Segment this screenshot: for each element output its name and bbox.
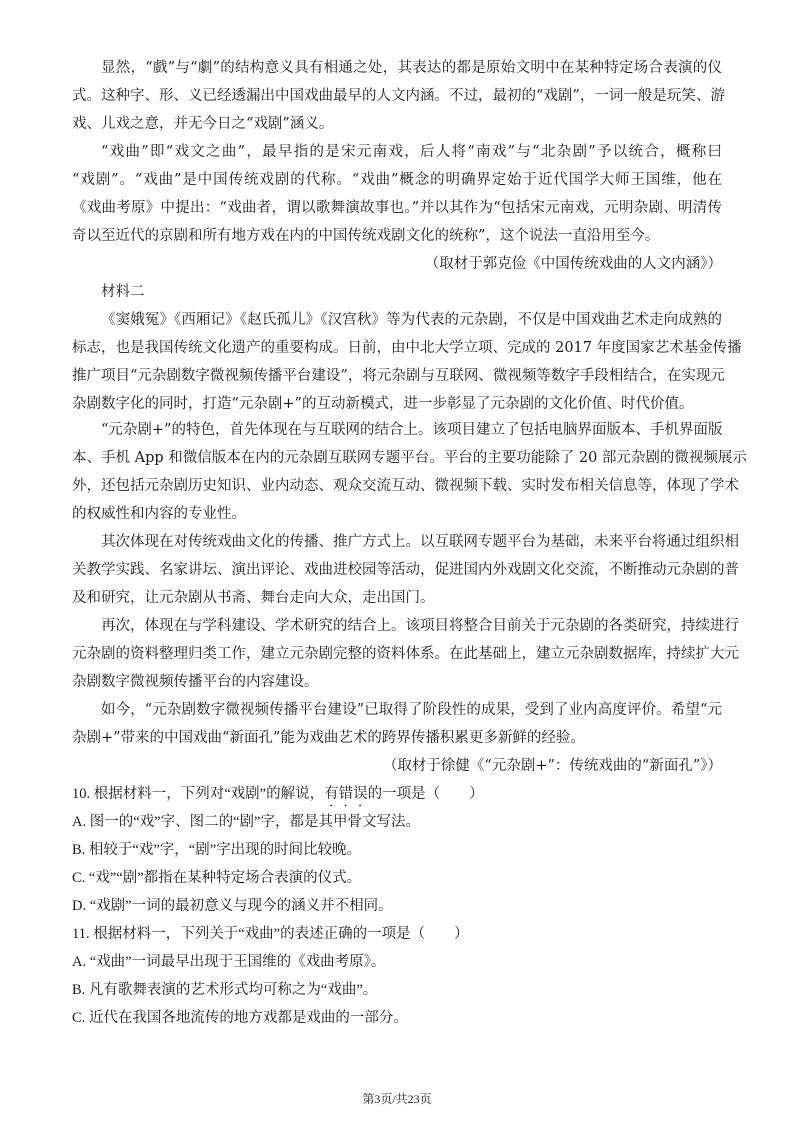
option-a: A. 图一的“戏”字、图二的“剧”字，都是其甲骨文写法。	[72, 814, 420, 830]
source-citation: （取材于郭克俭《中国传统戏曲的人文内涵》）	[424, 256, 722, 272]
paragraph-line: “元杂剧+”的特色，首先体现在与互联网的结合上。该项目建立了包括电脑界面版本、手机界面版	[101, 422, 723, 438]
option-a: A. “戏曲”一词最早出现于王国维的《戏曲考原》。	[72, 954, 386, 970]
source-citation: （取材于徐健《“元杂剧+”：传统戏曲的“新面孔”》）	[382, 758, 722, 774]
paragraph-line: 及和研究，让元杂剧从书斋、舞台走向大众，走出国门。	[72, 590, 435, 606]
paragraph-line: 再次，体现在与学科建设、学术研究的结合上。该项目将整合目前关于元杂剧的各类研究，持续进行	[101, 618, 739, 634]
paragraph-line: 显然，“戲”与“劇”的结构意义具有相通之处，其表达的都是原始文明中在某种特定场合表演的仪	[101, 60, 722, 76]
paragraph-line: 杂剧+”带来的中国戏曲“新面孔”能为戏曲艺术的跨界传播积累更多新鲜的经验。	[72, 730, 585, 746]
question-11-stem: 11. 根据材料一，下列关于“戏曲”的表述正确的一项是（ ）	[72, 926, 469, 942]
option-b: B. 凡有歌舞表演的艺术形式均可称之为“戏曲”。	[72, 982, 378, 998]
paragraph-line: 元杂剧的资料整理归类工作，建立元杂剧完整的资料体系。在此基础上，建立元杂剧数据库，持续扩大元	[72, 646, 739, 662]
paragraph-line: “戏曲”即“戏文之曲”，最早指的是宋元南戏，后人将“南戏”与“北杂剧”予以统合，概称曰	[101, 144, 722, 160]
paragraph-line: 奇以至近代的京剧和所有地方戏在内的中国传统戏剧文化的统称”，这个说法一直沿用至今。	[72, 228, 660, 244]
paragraph-line: 戏、儿戏之意，并无今日之“戏剧”涵义。	[72, 116, 334, 132]
paragraph-line: 外，还包括元杂剧历史知识、业内动态、观众交流互动、微视频下载、实时发布相关信息等，体现了学术	[72, 478, 739, 494]
paragraph-line: “戏剧”。“戏曲”是中国传统戏剧的代称。“戏曲”概念的明确界定始于近代国学大师王国维，他在	[72, 172, 722, 188]
option-d: D. “戏剧”一词的最初意义与现今的涵义并不相同。	[72, 898, 393, 914]
paragraph-line: 推广项目“元杂剧数字微视频传播平台建设”，将元杂剧与互联网、微视频等数字手段相结合，在实现元	[72, 368, 725, 384]
section-heading: 材料二	[101, 284, 145, 300]
paragraph-line: 标志，也是我国传统文化遗产的重要构成。日前，由中北大学立项、完成的 2017 年度国家艺术基金传播	[72, 340, 742, 356]
paragraph-line: 杂剧数字化的同时，打造“元杂剧+”的互动新模式，进一步彰显了元杂剧的文化价值、时代价值。	[72, 396, 694, 412]
option-c: C. “戏”“剧”都指在某种特定场合表演的仪式。	[72, 870, 362, 886]
paragraph-line: 关教学实践、名家讲坛、演出评论、戏曲进校园等活动，促进国内外戏剧文化交流，不断推动元杂剧的普	[72, 562, 739, 578]
question-stem-text: 10. 根据材料一，下列对“戏剧”的解说，	[72, 786, 325, 802]
question-10-stem	[72, 782, 722, 806]
option-c: C. 近代在我国各地流传的地方戏都是戏曲的一部分。	[72, 1010, 408, 1026]
paragraph-line: 式。这种字、形、义已经透漏出中国戏曲最早的人文内涵。不过，最初的“戏剧”，一词一般是玩笑、游	[72, 88, 725, 104]
paragraph-line: 的权威性和内容的专业性。	[72, 506, 246, 522]
paragraph-line: 杂剧数字微视频传播平台的内容建设。	[72, 674, 319, 690]
paragraph-line: 《戏曲考原》中提出：“戏曲者，谓以歌舞演故事也。”并以其作为“包括宋元南戏，元明杂剧、明清传	[72, 200, 722, 216]
emphasized-text: 有错误	[324, 786, 368, 802]
paragraph-line: 如今，“元杂剧数字微视频传播平台建设”已取得了阶段性的成果，受到了业内高度评价。希望“元	[101, 702, 722, 718]
paragraph-line: 其次体现在对传统戏曲文化的传播、推广方式上。以互联网专题平台为基础，未来平台将通过组织相	[101, 534, 739, 550]
option-b: B. 相较于“戏”字，“剧”字出现的时间比较晚。	[72, 842, 362, 858]
question-stem-text: 的一项是（ ）	[367, 786, 484, 802]
paragraph-line: 《窦娥冤》《西厢记》《赵氏孤儿》《汉宫秋》等为代表的元杂剧，不仅是中国戏曲艺术走向成熟的	[101, 312, 722, 328]
page-number: 第3页/共23页	[362, 1092, 432, 1106]
paragraph-line: 本、手机 App 和微信版本在内的元杂剧互联网专题平台。平台的主要功能除了 20 部元杂剧的微视频展示	[72, 450, 747, 466]
